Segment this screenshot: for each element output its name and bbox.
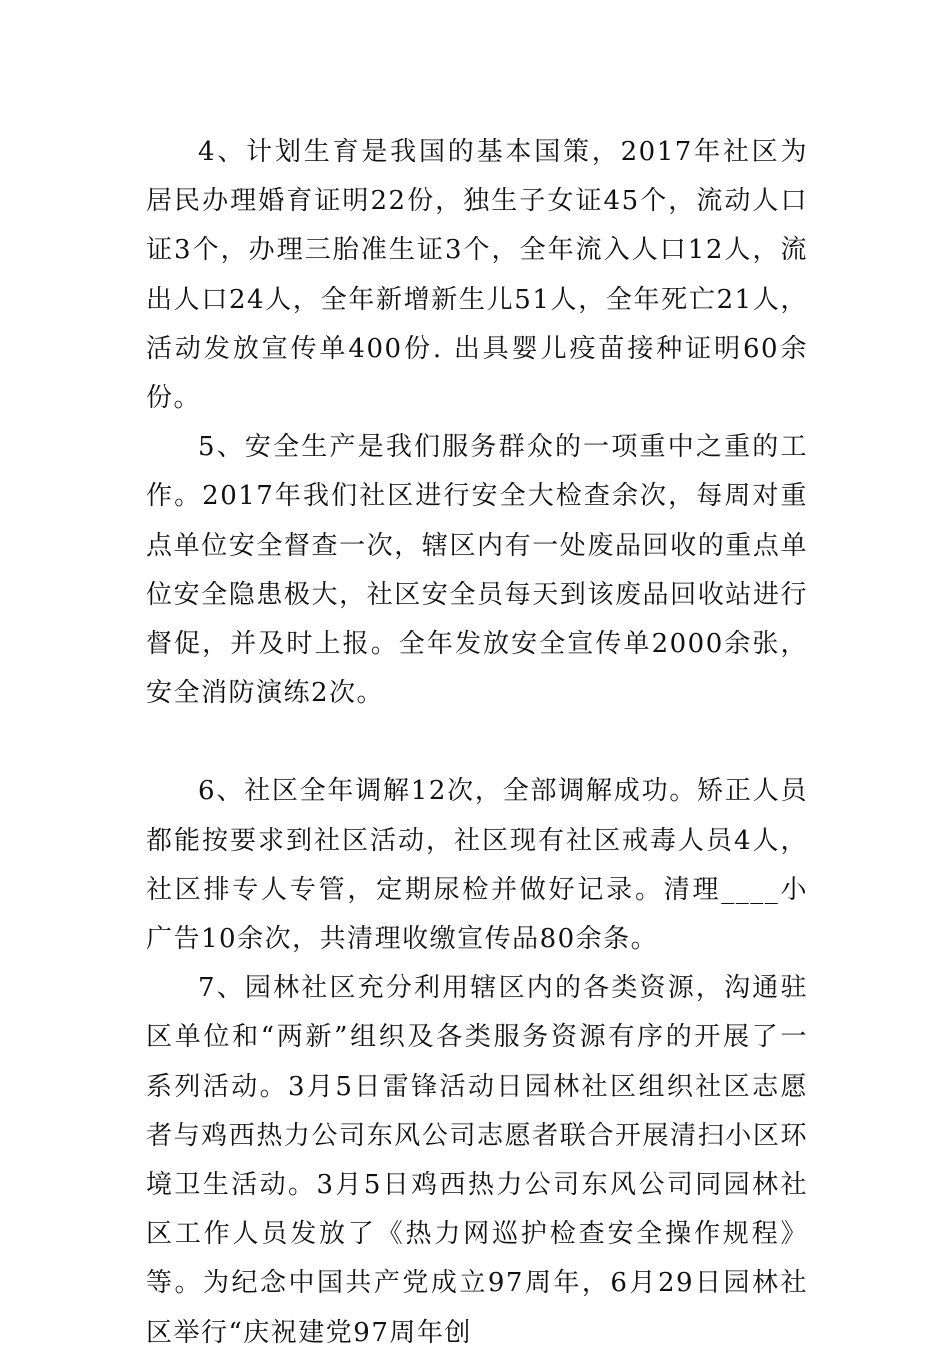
paragraph-family-planning: 4、计划生育是我国的基本国策，2017年社区为居民办理婚育证明22份，独生子女证45个，流动人口证3个，办理三胎准生证3个，全年流入人口12人，流出人口24人，全年新增新生儿51人，全年死亡21人，活动发放宣传单400份. 出具婴儿疫苗接种证明60余份。 <box>146 137 808 414</box>
document-body <box>146 128 808 1358</box>
paragraph-mediation: 6、社区全年调解12次，全部调解成功。矫正人员都能按要求到社区活动，社区现有社区戒毒人员4人，社区排专人专管，定期尿检并做好记录。清理____小广告10余次，共清理收缴宣传品80余条。 <box>146 776 808 955</box>
paragraph-community-activities: 7、园林社区充分利用辖区内的各类资源，沟通驻区单位和“两新”组织及各类服务资源有序的开展了一系列活动。3月5日雷锋活动日园林社区组织社区志愿者与鸡西热力公司东风公司志愿者联合开展清扫小区环境卫生活动。3月5日鸡西热力公司东风公司同园林社区工作人员发放了《热力网巡护检查安全操作规程》等。为纪念中国共产党成立97周年，6月29日园林社区举行“庆祝建党97周年创 <box>146 973 808 1348</box>
paragraph-safety-production: 5、安全生产是我们服务群众的一项重中之重的工作。2017年我们社区进行安全大检查余次，每周对重点单位安全督查一次，辖区内有一处废品回收的重点单位安全隐患极大，社区安全员每天到该废品回收站进行督促，并及时上报。全年发放安全宣传单2000余张，安全消防演练2次。 <box>146 432 808 709</box>
